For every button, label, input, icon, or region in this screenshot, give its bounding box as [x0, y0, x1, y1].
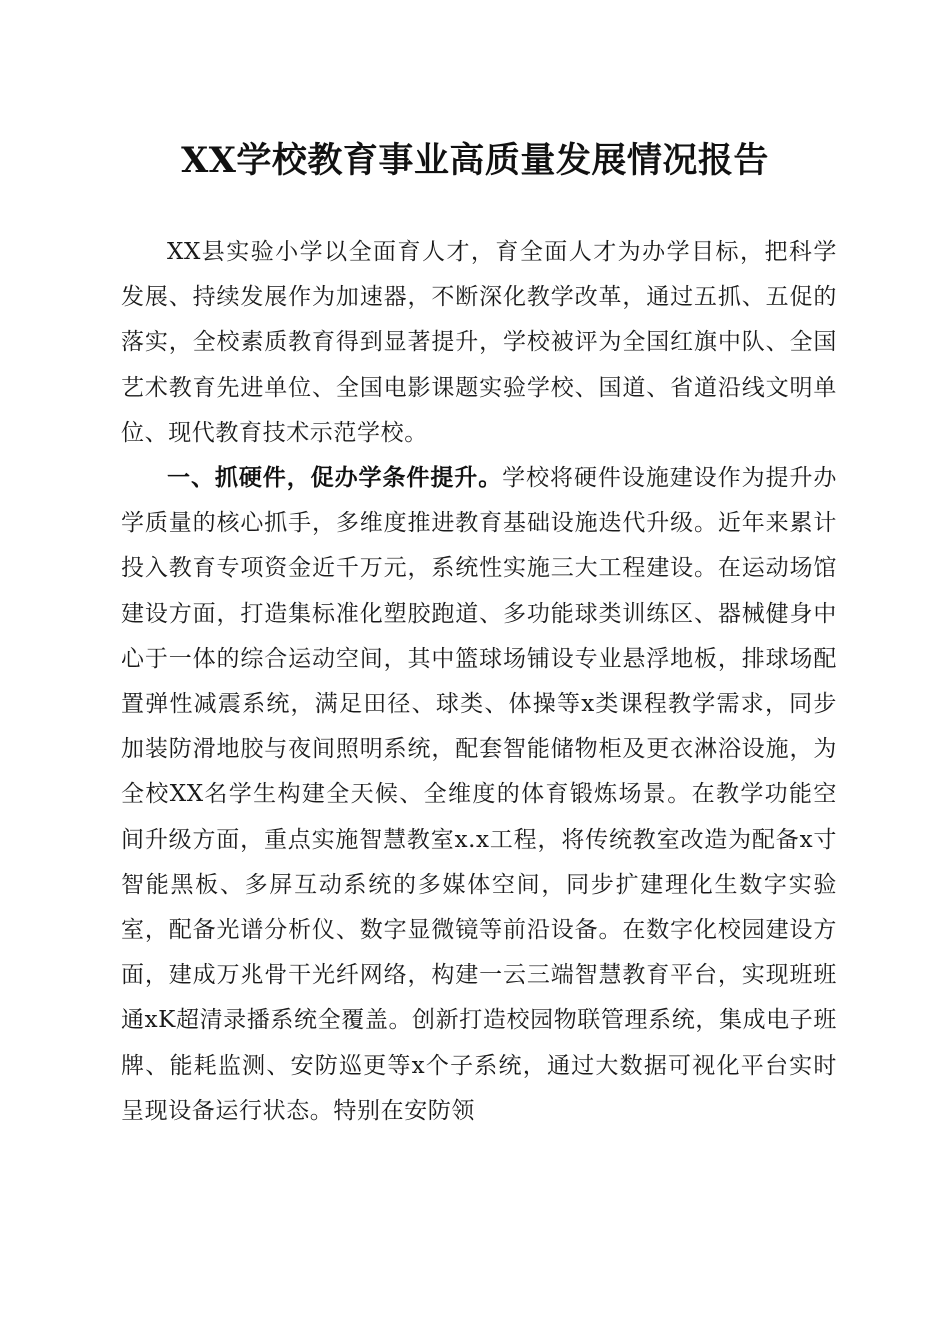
- section-1-text: 学校将硬件设施建设作为提升办学质量的核心抓手，多维度推进教育基础设施迭代升级。近年来累计投入教育专项资金近千万元，系统性实施三大工程建设。在运动场馆建设方面，打造集标准化塑胶跑道、多功能球类训练区、器械健身中心于一体的综合运动空间，其中篮球场铺设专业悬浮地板，排球场配置弹性减震系统，满足田径、球类、体操等x类课程教学需求，同步加装防滑地胶与夜间照明系统，配套智能储物柜及更衣淋浴设施，为全校XX名学生构建全天候、全维度的体育锻炼场景。在教学功能空间升级方面，重点实施智慧教室x.x工程，将传统教室改造为配备x寸智能黑板、多屏互动系统的多媒体空间，同步扩建理化生数字实验室，配备光谱分析仪、数字显微镜等前沿设备。在数字化校园建设方面，建成万兆骨干光纤网络，构建一云三端智慧教育平台，实现班班通xK超清录播系统全覆盖。创新打造校园物联管理系统，集成电子班牌、能耗监测、安防巡更等x个子系统，通过大数据可视化平台实时呈现设备运行状态。特别在安防领: [121, 465, 837, 1124]
- section-1-paragraph: [121, 456, 837, 1134]
- intro-paragraph-text: XX县实验小学以全面育人才，育全面人才为办学目标，把科学发展、持续发展作为加速器，不断深化教学改革，通过五抓、五促的落实，全校素质教育得到显著提升，学校被评为全国红旗中队、全国艺术教育先进单位、全国电影课题实验学校、国道、省道沿线文明单位、现代教育技术示范学校。: [121, 239, 837, 446]
- document-title: XX学校教育事业高质量发展情况报告: [181, 140, 769, 181]
- intro-paragraph: [121, 230, 837, 456]
- document-body: [121, 230, 837, 1134]
- section-1-heading: 一、抓硬件，促办学条件提升。: [167, 465, 503, 492]
